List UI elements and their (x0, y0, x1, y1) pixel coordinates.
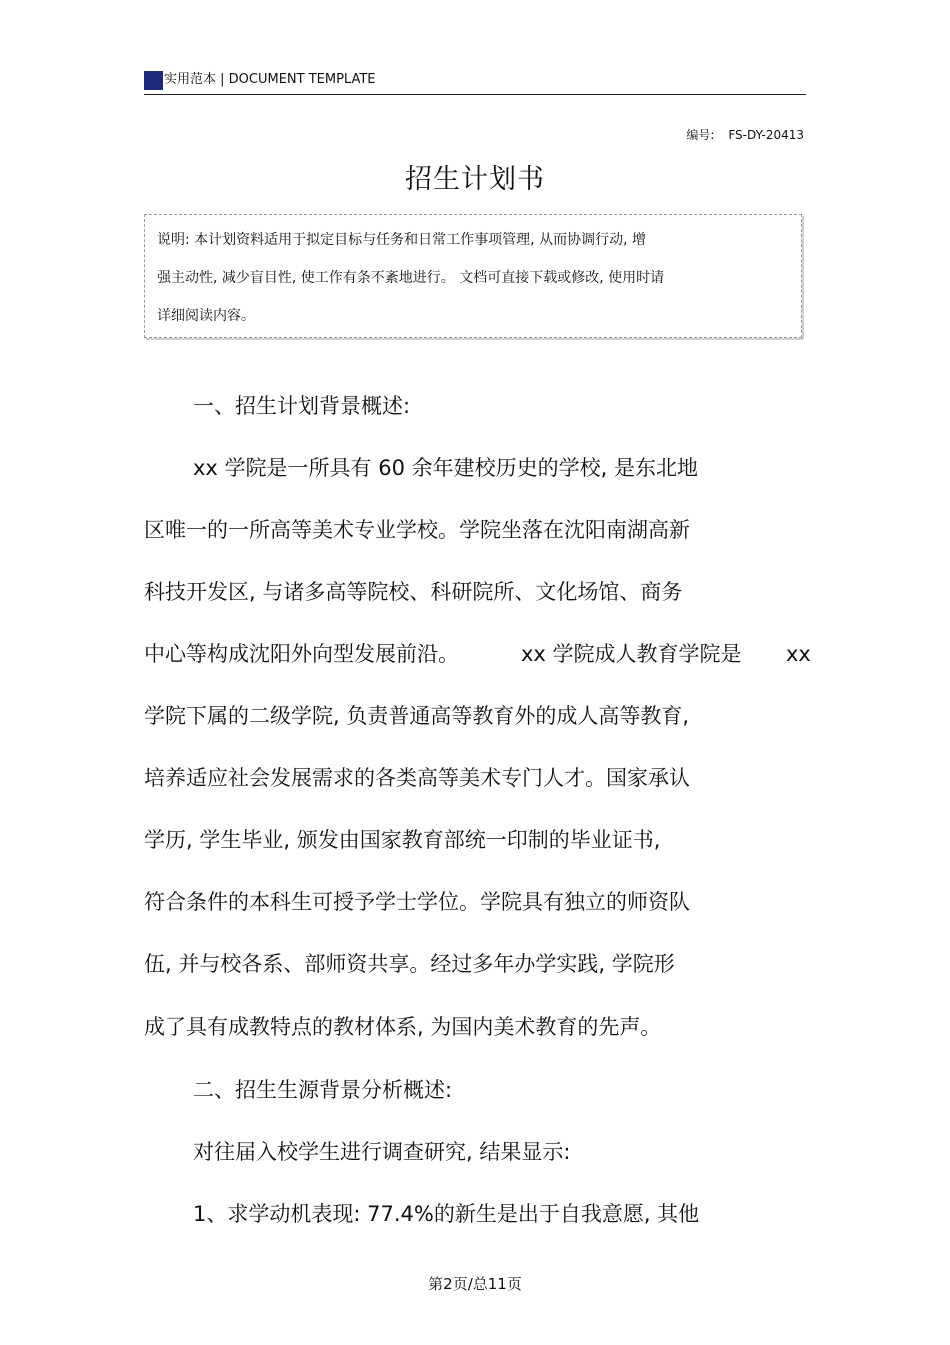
document-number-label: 编号: (686, 128, 715, 142)
paragraph-line: 成了具有成教特点的教材体系, 为国内美术教育的先声。 (144, 1015, 662, 1039)
paragraph-line-fragment: xx 学院成人教育学院是 (521, 642, 742, 666)
paragraph-line: 学院下属的二级学院, 负责普通高等教育外的成人高等教育, (144, 704, 690, 728)
header-label: 实用范本 | DOCUMENT TEMPLATE (164, 72, 376, 87)
paragraph-line: 符合条件的本科生可授予学士学位。学院具有独立的师资队 (144, 890, 690, 914)
paragraph-line: 学历, 学生毕业, 颁发由国家教育部统一印制的毕业证书, (144, 828, 661, 852)
description-line: 说明: 本计划资料适用于拟定目标与任务和日常工作事项管理, 从而协调行动, 增 (157, 232, 646, 248)
page-header (144, 68, 806, 95)
paragraph-line: 1、求学动机表现: 77.4%的新生是出于自我意愿, 其他 (193, 1202, 700, 1226)
description-box (144, 214, 802, 338)
description-line: 强主动性, 减少盲目性, 使工作有条不紊地进行。 文档可直接下载或修改, 使用时请 (157, 270, 665, 286)
paragraph-line-fragment: xx (786, 642, 811, 666)
section-heading: 一、招生计划背景概述: (193, 394, 411, 418)
document-number-value: FS-DY-20413 (728, 128, 804, 142)
paragraph-line: 科技开发区, 与诸多高等院校、科研院所、文化场馆、商务 (144, 580, 683, 604)
paragraph-line: 区唯一的一所高等美术专业学校。学院坐落在沈阳南湖高新 (144, 518, 690, 542)
description-line: 详细阅读内容。 (157, 308, 255, 324)
paragraph-line: 培养适应社会发展需求的各类高等美术专门人才。国家承认 (144, 766, 690, 790)
paragraph-line: 中心等构成沈阳外向型发展前沿。 (144, 642, 459, 666)
paragraph-line: xx 学院是一所具有 60 余年建校历史的学校, 是东北地 (193, 456, 698, 480)
document-title: 招生计划书 (405, 164, 545, 195)
paragraph-line: 伍, 并与校各系、部师资共享。经过多年办学实践, 学院形 (144, 952, 675, 976)
paragraph-line: 对往届入校学生进行调查研究, 结果显示: (193, 1140, 571, 1164)
document-number (686, 127, 804, 143)
section-heading: 二、招生生源背景分析概述: (193, 1078, 453, 1102)
page-footer: 第2页/总11页 (428, 1275, 522, 1293)
header-logo-square (144, 71, 163, 90)
